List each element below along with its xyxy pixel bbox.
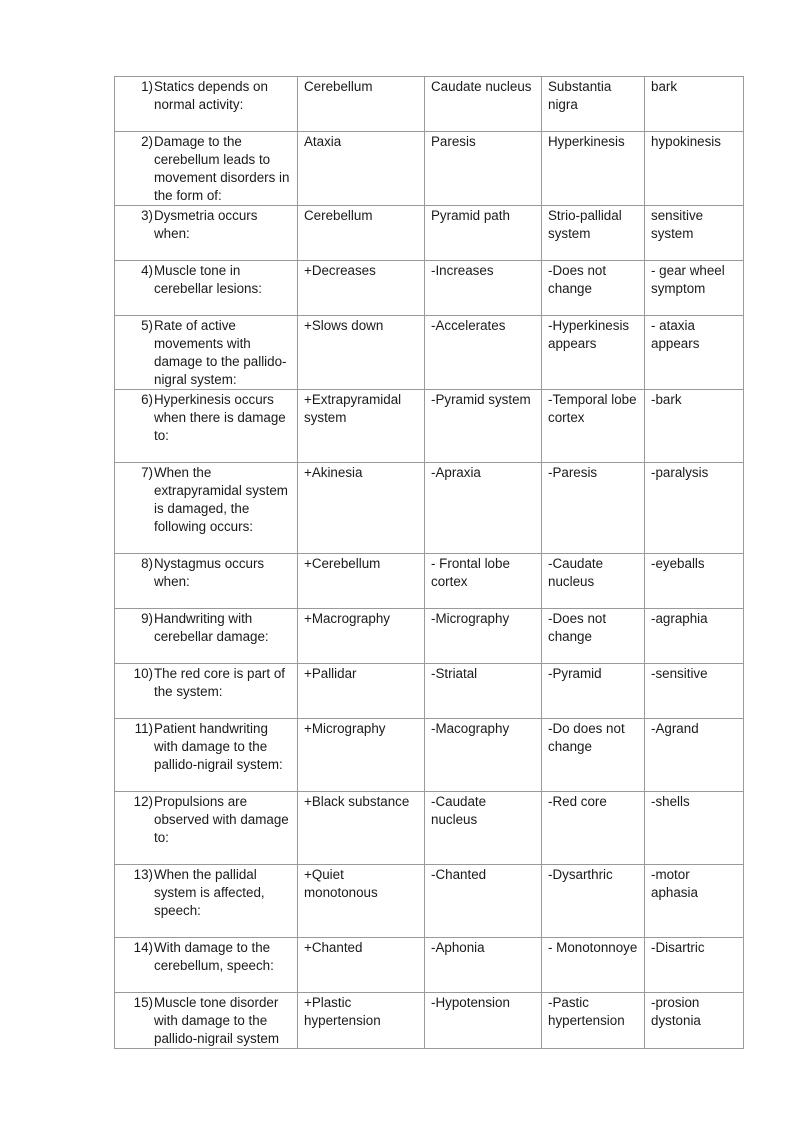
question-cell xyxy=(115,719,298,792)
question-text: Statics depends on normal activity: xyxy=(154,79,268,112)
question-number: 7) xyxy=(141,465,153,480)
question-cell xyxy=(115,609,298,664)
question-cell xyxy=(115,664,298,719)
question-row xyxy=(115,865,744,938)
question-number: 10) xyxy=(133,666,153,681)
question-row xyxy=(115,938,744,993)
answer-option: -Caudate nucleus xyxy=(542,554,645,609)
answer-option: - ataxia appears xyxy=(645,316,744,390)
answer-option: -eyeballs xyxy=(645,554,744,609)
question-text: When the pallidal system is affected, speech: xyxy=(154,867,265,918)
question-number: 13) xyxy=(133,867,153,882)
answer-option: +Plastic hypertension xyxy=(298,993,425,1049)
question-number: 15) xyxy=(133,995,153,1010)
question-number: 4) xyxy=(141,263,153,278)
answer-option: +Akinesia xyxy=(298,463,425,554)
answer-option: -Pyramid system xyxy=(425,390,542,463)
answer-option: -motor aphasia xyxy=(645,865,744,938)
question-number: 14) xyxy=(133,940,153,955)
question-text: Hyperkinesis occurs when there is damage to: xyxy=(154,392,286,443)
question-number: 3) xyxy=(141,208,153,223)
answer-option: -paralysis xyxy=(645,463,744,554)
answer-option: -Striatal xyxy=(425,664,542,719)
answer-option: +Slows down xyxy=(298,316,425,390)
answer-option: Cerebellum xyxy=(298,77,425,132)
question-row xyxy=(115,463,744,554)
answer-option: -Micrography xyxy=(425,609,542,664)
question-row xyxy=(115,719,744,792)
answer-option: -Aphonia xyxy=(425,938,542,993)
answer-option: -Red core xyxy=(542,792,645,865)
question-row xyxy=(115,261,744,316)
answer-option: Cerebellum xyxy=(298,206,425,261)
answer-option: +Extrapyramidal system xyxy=(298,390,425,463)
question-number: 5) xyxy=(141,318,153,333)
answer-option: Hyperkinesis xyxy=(542,132,645,206)
answer-option: -Caudate nucleus xyxy=(425,792,542,865)
question-number: 6) xyxy=(141,392,153,407)
answer-option: -sensitive xyxy=(645,664,744,719)
question-number: 9) xyxy=(141,611,153,626)
question-row xyxy=(115,993,744,1049)
answer-option: - Monotonnoye xyxy=(542,938,645,993)
question-row xyxy=(115,316,744,390)
question-number: 2) xyxy=(141,134,153,149)
answer-option: -Temporal lobe cortex xyxy=(542,390,645,463)
question-row xyxy=(115,609,744,664)
answer-option: Caudate nucleus xyxy=(425,77,542,132)
question-text: Muscle tone in cerebellar lesions: xyxy=(154,263,262,296)
answer-option: bark xyxy=(645,77,744,132)
answer-option: -Hyperkinesis appears xyxy=(542,316,645,390)
question-text: Handwriting with cerebellar damage: xyxy=(154,611,269,644)
question-cell xyxy=(115,993,298,1049)
question-row xyxy=(115,792,744,865)
quiz-table-body xyxy=(115,77,744,1049)
question-cell xyxy=(115,792,298,865)
answer-option: -Macography xyxy=(425,719,542,792)
question-row xyxy=(115,664,744,719)
answer-option: sensitive system xyxy=(645,206,744,261)
answer-option: -Apraxia xyxy=(425,463,542,554)
question-number: 12) xyxy=(133,794,153,809)
answer-option: +Cerebellum xyxy=(298,554,425,609)
question-cell xyxy=(115,77,298,132)
question-row xyxy=(115,132,744,206)
question-row xyxy=(115,554,744,609)
answer-option: Substantia nigra xyxy=(542,77,645,132)
question-text: Rate of active movements with damage to the pallido-nigral system: xyxy=(154,318,287,387)
answer-option: - gear wheel symptom xyxy=(645,261,744,316)
question-text: Patient handwriting with damage to the pallido-nigrail system: xyxy=(154,721,283,772)
question-text: The red core is part of the system: xyxy=(154,666,285,699)
answer-option: hypokinesis xyxy=(645,132,744,206)
answer-option: -Increases xyxy=(425,261,542,316)
question-text: Muscle tone disorder with damage to the pallido-nigrail system xyxy=(154,995,280,1046)
answer-option: -Paresis xyxy=(542,463,645,554)
quiz-table xyxy=(114,76,744,1049)
answer-option: -Accelerates xyxy=(425,316,542,390)
question-cell xyxy=(115,132,298,206)
answer-option: -Does not change xyxy=(542,609,645,664)
question-text: Damage to the cerebellum leads to movement disorders in the form of: xyxy=(154,134,290,203)
answer-option: -shells xyxy=(645,792,744,865)
answer-option: +Chanted xyxy=(298,938,425,993)
answer-option: -Do does not change xyxy=(542,719,645,792)
answer-option: -Pyramid xyxy=(542,664,645,719)
answer-option: -Pastic hypertension xyxy=(542,993,645,1049)
question-text: When the extrapyramidal system is damaged, the following occurs: xyxy=(154,465,288,534)
answer-option: +Decreases xyxy=(298,261,425,316)
question-row xyxy=(115,77,744,132)
question-text: With damage to the cerebellum, speech: xyxy=(154,940,274,973)
answer-option: -agraphia xyxy=(645,609,744,664)
answer-option: +Quiet monotonous xyxy=(298,865,425,938)
question-number: 8) xyxy=(141,556,153,571)
question-cell xyxy=(115,206,298,261)
answer-option: -Disartric xyxy=(645,938,744,993)
answer-option: +Macrography xyxy=(298,609,425,664)
question-number: 11) xyxy=(134,721,153,736)
question-cell xyxy=(115,865,298,938)
answer-option: -Chanted xyxy=(425,865,542,938)
answer-option: +Micrography xyxy=(298,719,425,792)
answer-option: -Agrand xyxy=(645,719,744,792)
answer-option: +Black substance xyxy=(298,792,425,865)
question-row xyxy=(115,206,744,261)
question-text: Dysmetria occurs when: xyxy=(154,208,258,241)
question-cell xyxy=(115,463,298,554)
question-text: Nystagmus occurs when: xyxy=(154,556,265,589)
answer-option: -Hypotension xyxy=(425,993,542,1049)
answer-option: Pyramid path xyxy=(425,206,542,261)
answer-option: -bark xyxy=(645,390,744,463)
answer-option: Strio-pallidal system xyxy=(542,206,645,261)
question-cell xyxy=(115,938,298,993)
answer-option: - Frontal lobe cortex xyxy=(425,554,542,609)
answer-option: Paresis xyxy=(425,132,542,206)
question-text: Propulsions are observed with damage to: xyxy=(154,794,289,845)
answer-option: -Dysarthric xyxy=(542,865,645,938)
question-cell xyxy=(115,554,298,609)
answer-option: -prosion dystonia xyxy=(645,993,744,1049)
question-row xyxy=(115,390,744,463)
question-cell xyxy=(115,261,298,316)
answer-option: -Does not change xyxy=(542,261,645,316)
question-cell xyxy=(115,316,298,390)
question-number: 1) xyxy=(141,79,153,94)
answer-option: +Pallidar xyxy=(298,664,425,719)
answer-option: Ataxia xyxy=(298,132,425,206)
question-cell xyxy=(115,390,298,463)
